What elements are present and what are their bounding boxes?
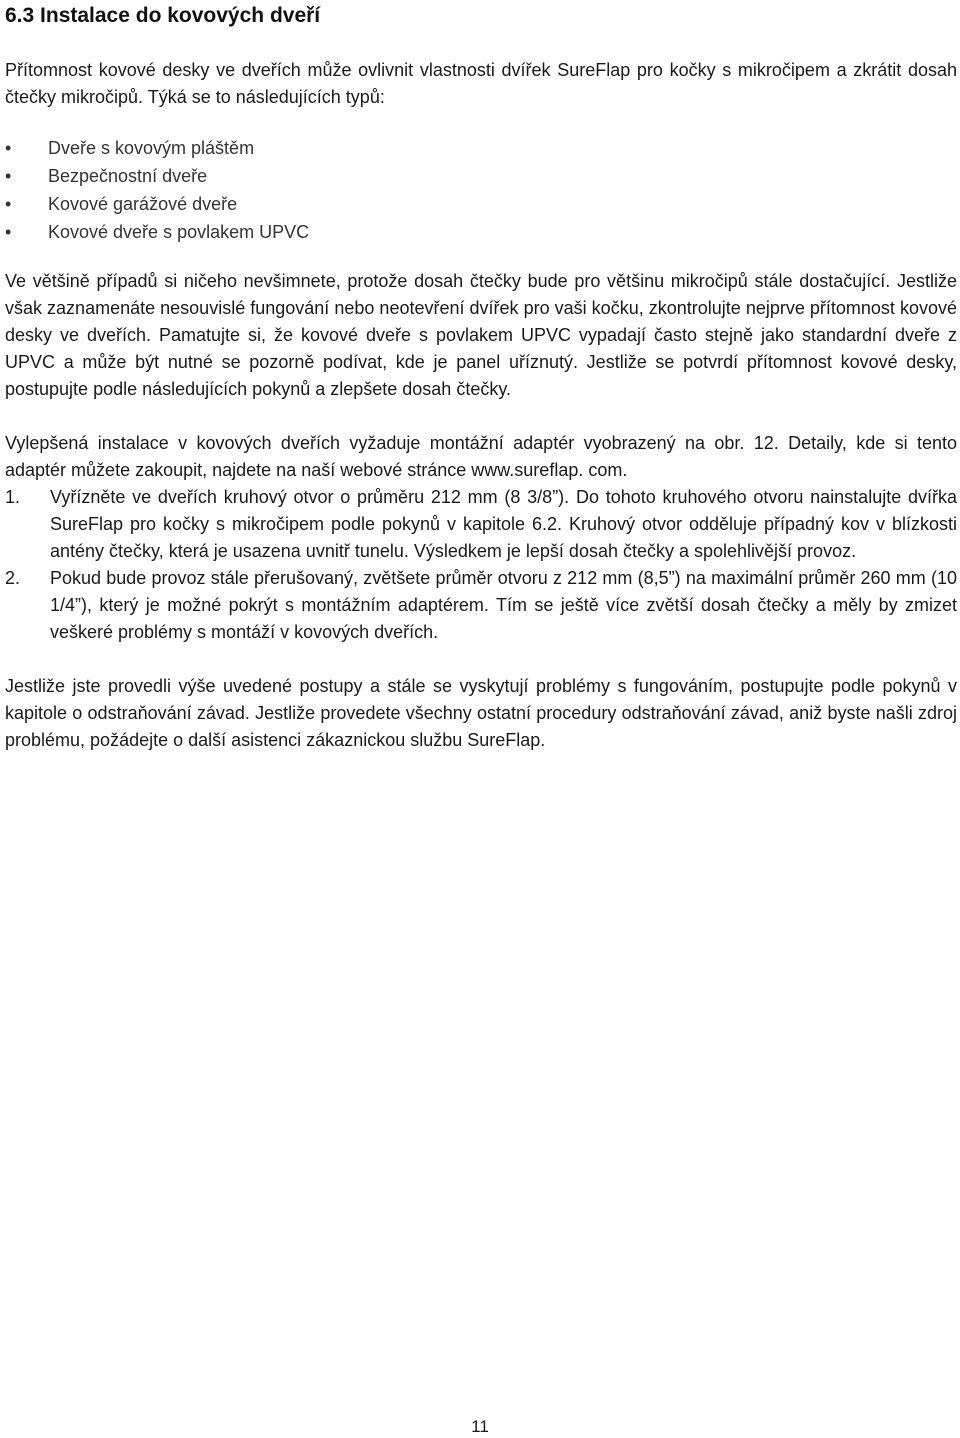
steps-list [5, 484, 957, 646]
bullet-icon: • [5, 166, 12, 186]
step-item [5, 565, 957, 646]
metal-plate-paragraph: Ve většině případů si ničeho nevšimnete, protože dosah čtečky bude pro většinu mikročipů stále dostačující. Jestliže však zaznamenáte nesouvislé fungování nebo neotevření dvířek pro vaši kočku, zkontrolujte nejprve přítomnost kovové desky ve dveřích. Pamatujte si, že kovové dveře s povlakem UPVC vypadají často stejně jako standardní dveře z UPVC a může být nutné se pozorně podívat, kde je panel uříznutý. Jestliže se potvrdí přítomnost kovové desky, postupujte podle následujících pokynů a zlepšete dosah čtečky. [5, 271, 957, 399]
list-item [5, 162, 957, 190]
step-number: 1. [5, 487, 21, 507]
section-heading: 6.3 Instalace do kovových dveří [5, 4, 321, 27]
step-text: Vyřízněte ve dveřích kruhový otvor o průměru 212 mm (8 3/8”). Do tohoto kruhového otvoru nainstalujte dvířka SureFlap pro kočky s mikročipem podle pokynů v kapitole 6.2. Kruhový otvor odděluje případný kov v blízkosti antény čtečky, která je usazena uvnitř tunelu. Výsledkem je lepší dosah čtečky a spolehlivější provoz. [50, 487, 957, 561]
bullet-icon: • [5, 194, 12, 214]
bullet-icon: • [5, 138, 12, 158]
list-item [5, 134, 957, 162]
list-item-text: Kovové dveře s povlakem UPVC [48, 222, 310, 242]
list-item [5, 190, 957, 218]
list-item-text: Dveře s kovovým pláštěm [48, 138, 255, 158]
step-number: 2. [5, 568, 21, 588]
intro-paragraph: Přítomnost kovové desky ve dveřích může ovlivnit vlastnosti dvířek SureFlap pro kočky s mikročipem a zkrátit dosah čtečky mikročipů. Týká se to následujících typů: [5, 60, 957, 107]
page-number: 11 [471, 1417, 489, 1436]
bullet-icon: • [5, 222, 12, 242]
list-item-text: Kovové garážové dveře [48, 194, 238, 214]
document-page [5, 0, 957, 754]
door-types-list [5, 134, 957, 246]
list-item-text: Bezpečnostní dveře [48, 166, 208, 186]
list-item [5, 218, 957, 246]
troubleshooting-paragraph: Jestliže jste provedli výše uvedené postupy a stále se vyskytují problémy s fungováním, postupujte podle pokynů v kapitole o odstraňování závad. Jestliže provedete všechny ostatní procedury odstraňování závad, aniž byste našli zdroj problému, požádejte o další asistenci zákaznickou službu SureFlap. [5, 676, 957, 750]
step-item [5, 484, 957, 565]
step-text: Pokud bude provoz stále přerušovaný, zvětšete průměr otvoru z 212 mm (8,5”) na maximální průměr 260 mm (10 1/4”), který je možné pokrýt s montážním adaptérem. Tím se ještě více zvětší dosah čtečky a měly by zmizet veškeré problémy s montáží v kovových dveřích. [50, 568, 957, 642]
adapter-paragraph: Vylepšená instalace v kovových dveřích vyžaduje montážní adaptér vyobrazený na obr. 12. Detaily, kde si tento adaptér můžete zakoupit, najdete na naší webové stránce www.sureflap. com. [5, 433, 957, 480]
